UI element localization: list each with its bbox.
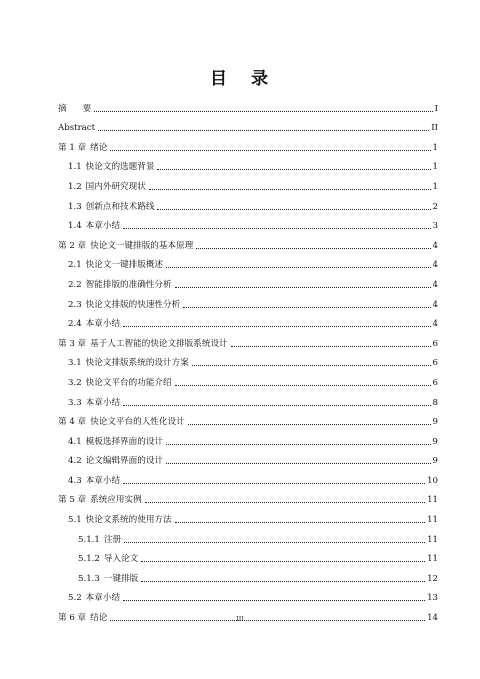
toc-entry-number: 第 1 章 [58, 142, 87, 153]
toc-entry-page: 11 [427, 534, 438, 545]
toc-leader-dots [141, 561, 425, 562]
toc-entry-label [58, 339, 229, 349]
toc-entry-page: 4 [432, 319, 438, 330]
toc-entry-label [58, 456, 164, 466]
toc-entry-page: I [434, 103, 438, 114]
toc-entry-number: 3.2 [68, 377, 82, 388]
toc-entry-number: 第 3 章 [58, 338, 87, 349]
title-char-1: 目 [210, 69, 229, 89]
toc-entry-label [58, 300, 181, 310]
toc-entry-page: 14 [427, 613, 438, 624]
toc-entry-label [58, 123, 96, 133]
toc-entry-label [58, 260, 164, 270]
toc-entry-page: 8 [432, 397, 438, 408]
toc-entry-page: 4 [432, 299, 438, 310]
toc-entry-label [58, 202, 155, 212]
toc-leader-dots [110, 150, 430, 151]
toc-entry[interactable] [58, 447, 438, 467]
toc-entry-text: 本章小结 [85, 221, 121, 232]
toc-entry[interactable] [58, 231, 438, 251]
toc-entry[interactable] [58, 427, 438, 447]
toc-entry-label [58, 104, 92, 114]
toc-entry[interactable] [58, 408, 438, 428]
toc-entry-page: 2 [432, 201, 438, 212]
toc-leader-dots [149, 189, 431, 190]
toc-entry-text: 快论文的选题背景 [85, 162, 155, 173]
toc-entry-number: 1.4 [68, 221, 82, 232]
toc-leader-dots [124, 542, 425, 543]
toc-entry-number: 第 4 章 [58, 417, 87, 428]
toc-entry-text: 要 [82, 103, 92, 114]
toc-entry-text: 创新点和技术路线 [85, 201, 155, 212]
toc-leader-dots [145, 502, 425, 503]
toc-entry-page: 1 [432, 162, 438, 173]
toc-leader-dots [123, 405, 430, 406]
toc-entry-label [58, 319, 121, 329]
toc-entry-text: 注册 [103, 534, 122, 545]
toc-entry-page: 1 [432, 181, 438, 192]
toc-entry-page: 11 [427, 554, 438, 565]
toc-leader-dots [123, 326, 430, 327]
toc-entry-text: 本章小结 [85, 593, 121, 604]
toc-entry-page: 9 [432, 417, 438, 428]
toc-entry-number: 5.1.2 [78, 554, 100, 565]
toc-entry-number: 5.2 [68, 593, 82, 604]
toc-entry[interactable] [58, 368, 438, 388]
toc-entry-text: 国内外研究现状 [85, 181, 146, 192]
toc-entry-number: 摘 [58, 103, 67, 114]
toc-entry[interactable] [58, 388, 438, 408]
toc-leader-dots [175, 287, 431, 288]
toc-entry-label [58, 280, 173, 290]
toc-entry-number: 2.4 [68, 319, 82, 330]
toc-entry-number: 1.3 [68, 201, 82, 212]
toc-entry[interactable] [58, 584, 438, 604]
toc-entry-text: 模板选择界面的设计 [85, 436, 164, 447]
toc-entry-text: 快论文一键排版概述 [85, 260, 164, 271]
toc-entry-label [58, 476, 121, 486]
toc-entry-page: 4 [432, 240, 438, 251]
toc-entry[interactable] [58, 290, 438, 310]
toc-leader-dots [166, 267, 431, 268]
page-number: III [236, 615, 244, 623]
toc-entry[interactable] [58, 172, 438, 192]
toc-entry-text: 快论文一键排版的基本原理 [90, 240, 194, 251]
toc-entry-number: 3.1 [68, 358, 82, 369]
toc-entry-page: 6 [432, 377, 438, 388]
toc-entry[interactable] [58, 212, 438, 232]
toc-entry-page: 11 [427, 495, 438, 506]
toc-leader-dots [141, 581, 425, 582]
toc-entry-label [58, 162, 155, 172]
toc-entry-text: 快论文系统的使用方法 [85, 515, 172, 526]
toc-leader-dots [166, 444, 431, 445]
toc-entry-page: 1 [432, 142, 438, 153]
toc-entry-label [58, 241, 194, 251]
toc-entry-text: 智能排版的准确性分析 [85, 279, 172, 290]
toc-entry-number: 2.3 [68, 299, 82, 310]
toc-leader-dots [196, 248, 430, 249]
toc-entry-number: 5.1.3 [78, 573, 100, 584]
toc-entry-number: 第 6 章 [58, 613, 87, 624]
toc-entry[interactable] [58, 545, 438, 565]
toc-leader-dots [183, 307, 430, 308]
toc-entry[interactable] [58, 270, 438, 290]
toc-entry-label [58, 221, 121, 231]
toc-entry[interactable] [58, 525, 438, 545]
toc-entry-text: 快论文平台的人性化设计 [90, 417, 185, 428]
toc-entry-text: 系统应用实例 [90, 495, 142, 506]
toc-entry-page: 11 [427, 515, 438, 526]
toc-entry-page: 4 [432, 260, 438, 271]
toc-entry-label [58, 417, 186, 427]
toc-entry[interactable] [58, 564, 438, 584]
toc-entry-page: 10 [427, 475, 438, 486]
toc-leader-dots [123, 483, 425, 484]
toc-leader-dots [166, 463, 431, 464]
toc-entry-label [58, 437, 164, 447]
toc-entry-page: 4 [432, 279, 438, 290]
toc-entry-text: 一键排版 [103, 573, 139, 584]
toc-entry[interactable] [58, 94, 438, 114]
title-char-2: 录 [251, 69, 270, 89]
toc-leader-dots [157, 169, 430, 170]
toc-entry-label [58, 378, 173, 388]
toc-entry-number: 2.1 [68, 260, 82, 271]
toc-leader-dots [231, 346, 431, 347]
toc-entry-text: 快论文排版的快速性分析 [85, 299, 181, 310]
toc-entry-page: 3 [432, 221, 438, 232]
toc-entry[interactable] [58, 133, 438, 153]
toc-entry-number: 5.1.1 [78, 534, 100, 545]
toc-leader-dots [175, 385, 431, 386]
toc-entry-label [58, 515, 173, 525]
toc-entry-label [58, 358, 190, 368]
toc-entry-text: 本章小结 [85, 397, 121, 408]
toc-entry-text: Abstract [58, 123, 96, 134]
toc-entry-label [58, 398, 121, 408]
toc-entry[interactable] [58, 329, 438, 349]
toc-entry-page: 9 [432, 456, 438, 467]
toc-leader-dots [123, 228, 430, 229]
toc-entry[interactable] [58, 486, 438, 506]
toc-entry-text: 基于人工智能的快论文排版系统设计 [90, 338, 228, 349]
toc-entry-page: 6 [432, 338, 438, 349]
toc-entry[interactable] [58, 251, 438, 271]
toc-leader-dots [94, 111, 432, 112]
toc-entry[interactable] [58, 310, 438, 330]
toc-entry-number: 第 5 章 [58, 495, 87, 506]
toc-leader-dots [192, 365, 431, 366]
toc-entry-page: II [431, 123, 438, 134]
toc-entry-number: 1.1 [68, 162, 82, 173]
toc-entry[interactable] [58, 466, 438, 486]
toc-entry[interactable] [58, 192, 438, 212]
toc-entry[interactable] [58, 114, 438, 134]
toc-entry-text: 绪论 [90, 142, 108, 153]
toc-entry-page: 6 [432, 358, 438, 369]
toc-entry-text: 快论文排版系统的设计方案 [85, 358, 189, 369]
toc-entry-number: 4.1 [68, 436, 82, 447]
toc-entry-label [58, 574, 139, 584]
toc-entry-number: 2.2 [68, 279, 82, 290]
table-of-contents [58, 94, 438, 623]
toc-leader-dots [157, 209, 430, 210]
page-title [0, 64, 480, 89]
toc-entry-text: 论文编辑界面的设计 [85, 456, 164, 467]
toc-entry-number: 5.1 [68, 515, 82, 526]
toc-leader-dots [123, 600, 425, 601]
toc-entry-label [58, 495, 143, 505]
toc-entry[interactable] [58, 349, 438, 369]
toc-entry-text: 快论文平台的功能介绍 [85, 377, 172, 388]
toc-entry-page: 12 [427, 573, 438, 584]
toc-entry-page: 13 [427, 593, 438, 604]
toc-entry-label [58, 143, 108, 153]
toc-entry-label [58, 593, 121, 603]
toc-entry-label [58, 182, 147, 192]
toc-entry-label [58, 554, 139, 564]
toc-entry-text: 导入论文 [103, 554, 139, 565]
toc-entry-number: 4.3 [68, 475, 82, 486]
toc-entry[interactable] [58, 153, 438, 173]
toc-entry-text: 本章小结 [85, 319, 121, 330]
toc-leader-dots [175, 522, 425, 523]
toc-entry-label [58, 535, 122, 545]
toc-entry-text: 结论 [90, 613, 108, 624]
toc-leader-dots [188, 424, 431, 425]
toc-entry[interactable] [58, 505, 438, 525]
toc-entry-number: 第 2 章 [58, 240, 87, 251]
toc-entry-number: 4.2 [68, 456, 82, 467]
toc-entry-number: 1.2 [68, 181, 82, 192]
toc-entry-number: 3.3 [68, 397, 82, 408]
toc-entry-text: 本章小结 [85, 475, 121, 486]
toc-leader-dots [98, 130, 429, 131]
toc-entry-page: 9 [432, 436, 438, 447]
